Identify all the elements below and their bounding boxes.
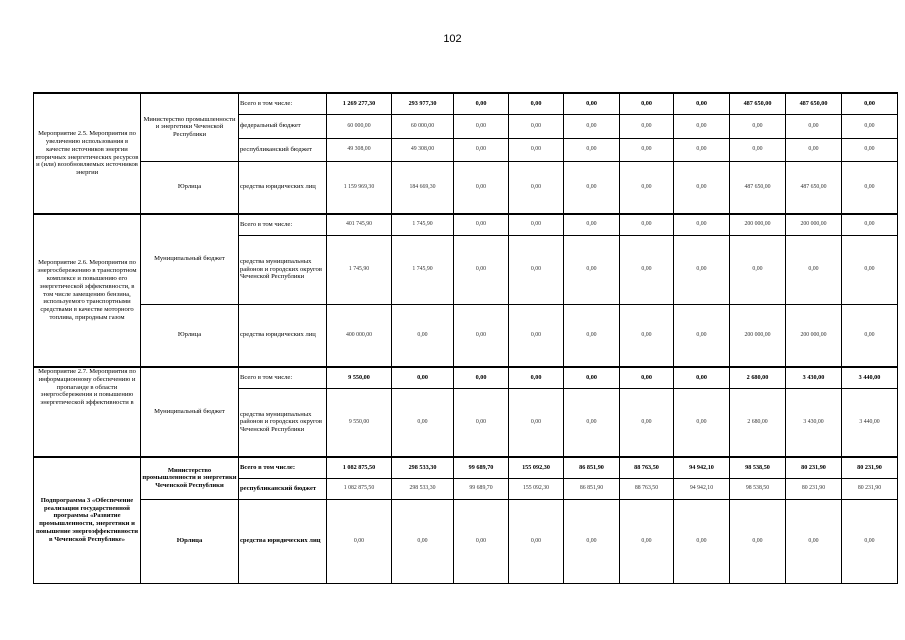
value-cell: 9 550,00 (327, 388, 392, 457)
value-cell: 1 745,90 (327, 235, 392, 304)
value-cell: 80 231,90 (842, 478, 898, 499)
value-cell: 0,00 (730, 235, 786, 304)
value-cell: 0,00 (842, 499, 898, 583)
value-cell: 3 440,00 (842, 367, 898, 388)
value-cell: 0,00 (620, 93, 674, 114)
source-cell: Всего в том числе: (239, 214, 327, 235)
value-cell: 88 763,50 (620, 478, 674, 499)
value-cell: 0,00 (842, 161, 898, 214)
value-cell: 3 430,00 (786, 388, 842, 457)
value-cell: 0,00 (620, 388, 674, 457)
value-cell: 1 269 277,30 (327, 93, 392, 114)
value-cell: 80 231,90 (786, 478, 842, 499)
value-cell: 0,00 (620, 304, 674, 367)
value-cell: 9 550,00 (327, 367, 392, 388)
value-cell: 49 308,00 (392, 138, 454, 161)
value-cell: 298 533,30 (392, 478, 454, 499)
executor-cell: Юрлица (141, 304, 239, 367)
value-cell: 80 231,90 (786, 457, 842, 478)
value-cell: 99 689,70 (454, 478, 509, 499)
value-cell: 0,00 (454, 214, 509, 235)
value-cell: 487 650,00 (730, 93, 786, 114)
value-cell: 2 680,00 (730, 367, 786, 388)
value-cell: 0,00 (674, 138, 730, 161)
value-cell: 0,00 (509, 161, 564, 214)
table-row (34, 367, 898, 388)
executor-cell: Министерство промышленности и энергетики Чеченской Республики (141, 93, 239, 161)
table-row (34, 214, 898, 235)
value-cell: 0,00 (392, 367, 454, 388)
value-cell: 0,00 (564, 367, 620, 388)
executor-cell: Муниципальный бюджет (141, 367, 239, 457)
value-cell: 3 440,00 (842, 388, 898, 457)
value-cell: 155 092,30 (509, 478, 564, 499)
activity-cell: Мероприятие 2.5. Мероприятия по увеличению использования в качестве источников энергии вторичных энергетических ресурсов и (или) возобновляемых источников энергии (34, 93, 141, 214)
value-cell: 86 851,90 (564, 478, 620, 499)
value-cell: 0,00 (509, 367, 564, 388)
source-cell: средства юридических лиц (239, 304, 327, 367)
value-cell: 2 680,00 (730, 388, 786, 457)
value-cell: 99 689,70 (454, 457, 509, 478)
source-cell: федеральный бюджет (239, 114, 327, 138)
value-cell: 1 159 969,30 (327, 161, 392, 214)
source-cell: Всего в том числе: (239, 457, 327, 478)
value-cell: 0,00 (620, 114, 674, 138)
value-cell: 0,00 (786, 235, 842, 304)
value-cell: 0,00 (564, 499, 620, 583)
value-cell: 49 308,00 (327, 138, 392, 161)
value-cell: 98 538,50 (730, 478, 786, 499)
value-cell: 0,00 (509, 499, 564, 583)
value-cell: 0,00 (392, 499, 454, 583)
value-cell: 0,00 (842, 235, 898, 304)
value-cell: 0,00 (509, 214, 564, 235)
value-cell: 88 763,50 (620, 457, 674, 478)
table-row (34, 161, 898, 214)
value-cell: 0,00 (786, 114, 842, 138)
value-cell: 1 082 875,50 (327, 457, 392, 478)
source-cell: средства юридических лиц (239, 161, 327, 214)
source-cell: Всего в том числе: (239, 367, 327, 388)
value-cell: 0,00 (564, 161, 620, 214)
value-cell: 1 082 875,50 (327, 478, 392, 499)
value-cell: 0,00 (842, 93, 898, 114)
value-cell: 401 745,90 (327, 214, 392, 235)
executor-cell: Юрлица (141, 161, 239, 214)
value-cell: 293 977,30 (392, 93, 454, 114)
value-cell: 0,00 (842, 214, 898, 235)
value-cell: 0,00 (842, 114, 898, 138)
value-cell: 0,00 (730, 499, 786, 583)
value-cell: 0,00 (509, 114, 564, 138)
value-cell: 0,00 (674, 235, 730, 304)
value-cell: 200 000,00 (786, 304, 842, 367)
value-cell: 0,00 (509, 304, 564, 367)
value-cell: 0,00 (564, 114, 620, 138)
value-cell: 0,00 (454, 499, 509, 583)
page-number: 102 (443, 33, 462, 45)
value-cell: 0,00 (786, 499, 842, 583)
value-cell: 0,00 (564, 304, 620, 367)
value-cell: 0,00 (674, 93, 730, 114)
value-cell: 0,00 (620, 161, 674, 214)
value-cell: 60 000,00 (392, 114, 454, 138)
value-cell: 487 650,00 (786, 93, 842, 114)
value-cell: 400 000,00 (327, 304, 392, 367)
value-cell: 1 745,90 (392, 235, 454, 304)
value-cell: 94 942,10 (674, 478, 730, 499)
value-cell: 0,00 (509, 93, 564, 114)
value-cell: 98 538,50 (730, 457, 786, 478)
value-cell: 200 000,00 (730, 304, 786, 367)
table-row (34, 499, 898, 583)
value-cell: 0,00 (454, 388, 509, 457)
value-cell: 0,00 (674, 304, 730, 367)
value-cell: 0,00 (564, 138, 620, 161)
executor-cell: Муниципальный бюджет (141, 214, 239, 304)
source-cell: средства юридических лиц (239, 499, 327, 583)
value-cell: 0,00 (620, 214, 674, 235)
executor-cell: Министерство промышленности и энергетики Чеченской Республики (141, 457, 239, 499)
table-row (34, 93, 898, 114)
value-cell: 0,00 (842, 304, 898, 367)
value-cell: 0,00 (454, 138, 509, 161)
subprogram-cell: Подпрограмма 3 «Обеспечение реализации государственной программы «Развитие промышленности, энергетики и повышение энергоэффективности в Чеченской Республике» (34, 457, 141, 583)
value-cell: 0,00 (674, 388, 730, 457)
executor-cell: Юрлица (141, 499, 239, 583)
value-cell: 80 231,90 (842, 457, 898, 478)
activity-cell (34, 367, 141, 457)
source-cell: республиканский бюджет (239, 478, 327, 499)
value-cell: 0,00 (392, 304, 454, 367)
table-row (34, 304, 898, 367)
value-cell: 0,00 (509, 388, 564, 457)
value-cell: 155 092,30 (509, 457, 564, 478)
value-cell: 86 851,90 (564, 457, 620, 478)
value-cell: 0,00 (620, 138, 674, 161)
value-cell: 0,00 (454, 367, 509, 388)
value-cell: 0,00 (564, 388, 620, 457)
source-cell: республиканский бюджет (239, 138, 327, 161)
value-cell: 200 000,00 (730, 214, 786, 235)
value-cell: 94 942,10 (674, 457, 730, 478)
value-cell: 3 430,00 (786, 367, 842, 388)
value-cell: 0,00 (674, 114, 730, 138)
value-cell: 0,00 (620, 499, 674, 583)
table-row (34, 457, 898, 478)
value-cell: 0,00 (730, 138, 786, 161)
value-cell: 0,00 (730, 114, 786, 138)
value-cell: 0,00 (620, 235, 674, 304)
value-cell: 0,00 (454, 304, 509, 367)
value-cell: 0,00 (564, 93, 620, 114)
value-cell: 200 000,00 (786, 214, 842, 235)
value-cell: 0,00 (564, 214, 620, 235)
value-cell: 184 669,30 (392, 161, 454, 214)
value-cell: 0,00 (620, 367, 674, 388)
value-cell: 0,00 (454, 114, 509, 138)
value-cell: 0,00 (564, 235, 620, 304)
value-cell: 0,00 (454, 161, 509, 214)
source-cell: средства муниципальных районов и городских округов Чеченской Республики (239, 388, 327, 457)
value-cell: 298 533,30 (392, 457, 454, 478)
value-cell: 0,00 (327, 499, 392, 583)
value-cell: 0,00 (454, 93, 509, 114)
value-cell: 0,00 (674, 499, 730, 583)
value-cell: 60 000,00 (327, 114, 392, 138)
value-cell: 0,00 (674, 367, 730, 388)
value-cell: 0,00 (842, 138, 898, 161)
value-cell: 0,00 (454, 235, 509, 304)
value-cell: 0,00 (674, 161, 730, 214)
value-cell: 487 650,00 (730, 161, 786, 214)
value-cell: 1 745,90 (392, 214, 454, 235)
value-cell: 0,00 (509, 235, 564, 304)
activity-cell: Мероприятие 2.6. Мероприятия по энергосбережению в транспортном комплексе и повышению его энергетической эффективности, в том числе замещению бензина, используемого транспортными средствами в качестве моторного топлива, природным газом (34, 214, 141, 367)
value-cell: 0,00 (509, 138, 564, 161)
source-cell: средства муниципальных районов и городских округов Чеченской Республики (239, 235, 327, 304)
value-cell: 0,00 (392, 388, 454, 457)
budget-table (33, 92, 898, 584)
value-cell: 0,00 (674, 214, 730, 235)
activity-text: Мероприятие 2.7. Мероприятия по информационному обеспечению и пропаганде в области энергосбережения и повышению энергетической эффективности в (38, 368, 136, 407)
value-cell: 487 650,00 (786, 161, 842, 214)
source-cell: Всего в том числе: (239, 93, 327, 114)
value-cell: 0,00 (786, 138, 842, 161)
